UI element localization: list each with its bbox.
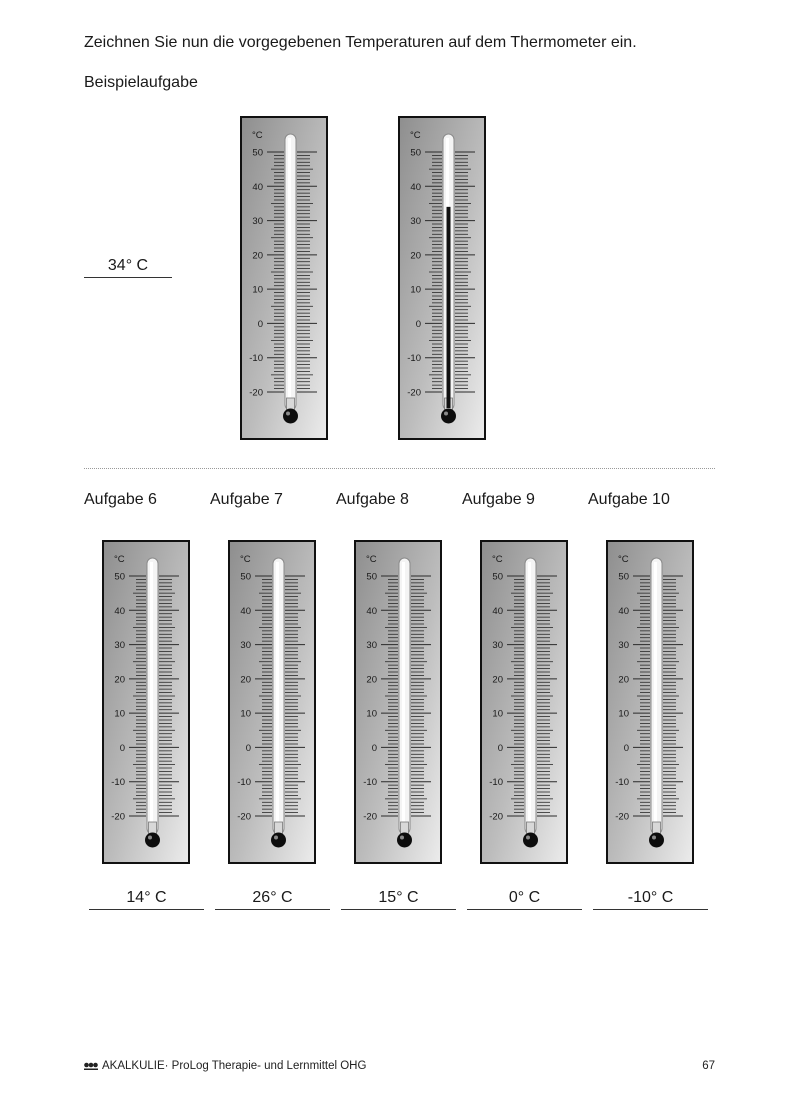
mercury-column xyxy=(447,207,451,408)
scale-label: 50 xyxy=(492,571,503,583)
thermometer-bulb xyxy=(271,833,286,848)
scale-label: -10 xyxy=(615,777,629,789)
unit-label: °C xyxy=(618,554,629,565)
example-thermometer-empty xyxy=(240,116,328,440)
scale-label: 30 xyxy=(618,640,629,652)
footer-brand: AKALKULIE xyxy=(102,1060,165,1072)
scale-label: -10 xyxy=(111,777,125,789)
scale-label: 30 xyxy=(252,216,263,228)
unit-label: °C xyxy=(366,554,377,565)
scale-label: 10 xyxy=(240,708,251,720)
thermometer-graphic xyxy=(240,116,328,440)
scale-label: 10 xyxy=(114,708,125,720)
thermometer-bulb xyxy=(649,833,664,848)
scale-label: 20 xyxy=(366,674,377,686)
scale-label: -10 xyxy=(237,777,251,789)
scale-label: -20 xyxy=(489,811,503,823)
task-10-answer: -10° C xyxy=(593,888,708,910)
unit-label: °C xyxy=(410,130,421,141)
thermometer-graphic xyxy=(480,540,568,864)
scale-label: -20 xyxy=(615,811,629,823)
scale-label: 30 xyxy=(114,640,125,652)
scale-label: -10 xyxy=(363,777,377,789)
scale-label: 40 xyxy=(366,605,377,617)
scale-label: 10 xyxy=(618,708,629,720)
task-8-answer: 15° C xyxy=(341,888,456,910)
task-6-thermometer[interactable] xyxy=(102,540,190,864)
task-7-thermometer[interactable] xyxy=(228,540,316,864)
scale-label: 30 xyxy=(366,640,377,652)
thermometer-graphic xyxy=(354,540,442,864)
scale-label: 10 xyxy=(366,708,377,720)
thermometer-bulb xyxy=(283,409,298,424)
scale-label: 0 xyxy=(257,318,263,330)
scale-label: 10 xyxy=(252,284,263,296)
example-answer: 34° C xyxy=(84,256,172,278)
scale-label: 30 xyxy=(492,640,503,652)
instruction-text: Zeichnen Sie nun die vorgegebenen Temperaturen auf dem Thermometer ein. xyxy=(84,34,637,51)
task-9-answer: 0° C xyxy=(467,888,582,910)
scale-label: 20 xyxy=(240,674,251,686)
scale-label: -10 xyxy=(407,353,421,365)
task-10-title: Aufgabe 10 xyxy=(588,491,670,508)
thermometer-bulb xyxy=(523,833,538,848)
publisher-logo-icon xyxy=(84,1062,98,1071)
thermometer-graphic xyxy=(228,540,316,864)
scale-label: -20 xyxy=(249,387,263,399)
scale-label: 30 xyxy=(410,216,421,228)
task-7-title: Aufgabe 7 xyxy=(210,491,283,508)
unit-label: °C xyxy=(252,130,263,141)
section-divider xyxy=(84,468,715,469)
scale-label: 0 xyxy=(245,742,251,754)
scale-label: 10 xyxy=(492,708,503,720)
scale-label: 50 xyxy=(618,571,629,583)
scale-label: 40 xyxy=(618,605,629,617)
thermometer-graphic xyxy=(398,116,486,440)
scale-label: 20 xyxy=(618,674,629,686)
scale-label: 30 xyxy=(240,640,251,652)
example-title: Beispielaufgabe xyxy=(84,74,198,91)
task-9-thermometer[interactable] xyxy=(480,540,568,864)
scale-label: -20 xyxy=(237,811,251,823)
scale-label: 0 xyxy=(119,742,125,754)
scale-label: 40 xyxy=(240,605,251,617)
thermometer-graphic xyxy=(606,540,694,864)
scale-label: 20 xyxy=(410,250,421,262)
scale-label: 50 xyxy=(252,147,263,159)
page-footer xyxy=(84,1058,715,1074)
thermometer-bulb xyxy=(397,833,412,848)
task-8-title: Aufgabe 8 xyxy=(336,491,409,508)
scale-label: 20 xyxy=(114,674,125,686)
scale-label: 40 xyxy=(114,605,125,617)
footer-publisher: · ProLog Therapie- und Lernmittel OHG xyxy=(164,1060,367,1072)
scale-label: 20 xyxy=(252,250,263,262)
scale-label: -20 xyxy=(407,387,421,399)
task-6-answer: 14° C xyxy=(89,888,204,910)
scale-label: -20 xyxy=(363,811,377,823)
unit-label: °C xyxy=(492,554,503,565)
thermometer-bulb xyxy=(441,409,456,424)
scale-label: 50 xyxy=(114,571,125,583)
scale-label: 50 xyxy=(410,147,421,159)
example-thermometer-filled xyxy=(398,116,486,440)
scale-label: 0 xyxy=(497,742,503,754)
scale-label: 10 xyxy=(410,284,421,296)
scale-label: -20 xyxy=(111,811,125,823)
scale-label: 0 xyxy=(623,742,629,754)
scale-label: 50 xyxy=(366,571,377,583)
scale-label: 40 xyxy=(492,605,503,617)
scale-label: 40 xyxy=(252,181,263,193)
thermometer-graphic xyxy=(102,540,190,864)
task-10-thermometer[interactable] xyxy=(606,540,694,864)
unit-label: °C xyxy=(240,554,251,565)
task-6-title: Aufgabe 6 xyxy=(84,491,157,508)
task-7-answer: 26° C xyxy=(215,888,330,910)
unit-label: °C xyxy=(114,554,125,565)
thermometer-bulb xyxy=(145,833,160,848)
task-8-thermometer[interactable] xyxy=(354,540,442,864)
scale-label: 0 xyxy=(415,318,421,330)
page-number: 67 xyxy=(702,1060,715,1072)
scale-label: 40 xyxy=(410,181,421,193)
scale-label: -10 xyxy=(249,353,263,365)
scale-label: -10 xyxy=(489,777,503,789)
scale-label: 20 xyxy=(492,674,503,686)
task-9-title: Aufgabe 9 xyxy=(462,491,535,508)
scale-label: 0 xyxy=(371,742,377,754)
scale-label: 50 xyxy=(240,571,251,583)
